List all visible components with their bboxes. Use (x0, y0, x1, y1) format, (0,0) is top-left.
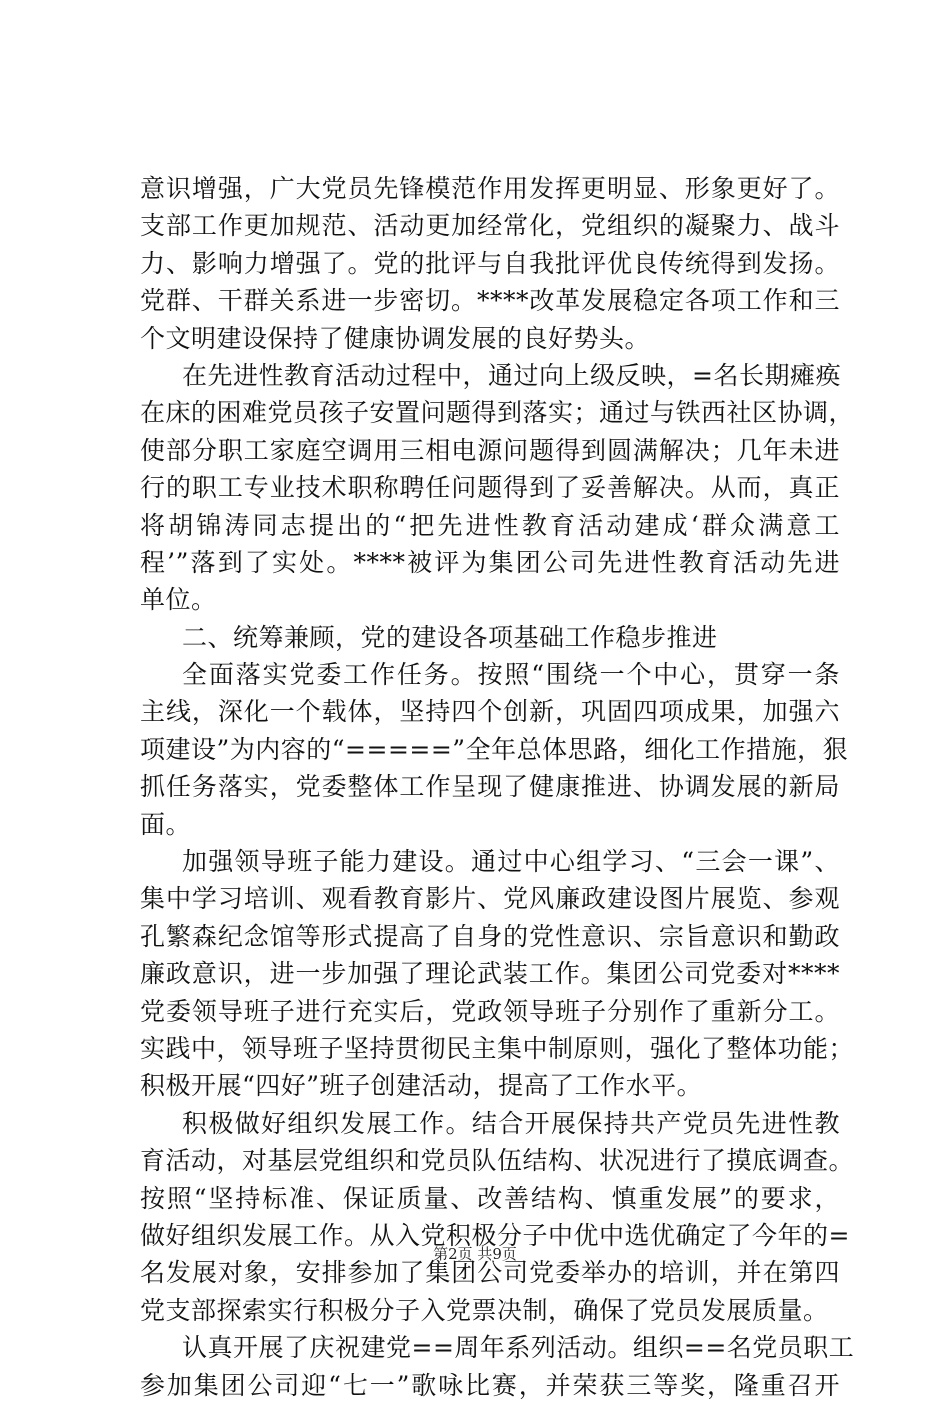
text-line: 意识增强，广大党员先锋模范作用发挥更明显、形象更好了。 (140, 174, 840, 203)
text-line: 认真开展了庆祝建党==周年系列活动。组织==名党员职工 (182, 1333, 855, 1363)
text-line: 育活动，对基层党组织和党员队伍结构、状况进行了摸底调查。 (140, 1146, 855, 1176)
text-line: 抓任务落实，党委整体工作呈现了健康推进、协调发展的新局 (140, 772, 840, 802)
text-line: 个文明建设保持了健康协调发展的良好势头。 (140, 323, 651, 353)
text-line: 程’”落到了实处。****被评为集团公司先进性教育活动先进 (140, 547, 840, 577)
text-line: 廉政意识，进一步加强了理论武装工作。集团公司党委对**** (140, 959, 840, 989)
text-line: 党群、干群关系进一步密切。****改革发展稳定各项工作和三 (140, 286, 840, 316)
text-line: 项建设”为内容的“=====”全年总体思路，细化工作措施，狠 (140, 734, 849, 764)
text-line: 面。 (140, 809, 192, 839)
text-line: 党委领导班子进行充实后，党政领导班子分别作了重新分工。 (140, 996, 840, 1026)
text-line: 集中学习培训、观看教育影片、党风廉政建设图片展览、参观 (140, 884, 840, 914)
text-line: 单位。 (140, 585, 217, 615)
text-line: 孔繁森纪念馆等形式提高了自身的党性意识、宗旨意识和勤政 (140, 921, 840, 951)
text-line: 主线，深化一个载体，坚持四个创新，巩固四项成果，加强六 (140, 697, 840, 727)
text-line: 参加集团公司迎“七一”歌咏比赛，并荣获三等奖，隆重召开 (140, 1370, 840, 1400)
text-line: 积极做好组织发展工作。结合开展保持共产党员先进性教 (182, 1108, 840, 1138)
text-line: 党支部探索实行积极分子入党票决制，确保了党员发展质量。 (140, 1295, 829, 1325)
text-line: 在先进性教育活动过程中，通过向上级反映，=名长期瘫痪 (182, 360, 841, 390)
text-line: 全面落实党委工作任务。按照“围绕一个中心，贯穿一条 (182, 660, 840, 690)
text-line: 按照“坚持标准、保证质量、改善结构、慎重发展”的要求， (140, 1183, 840, 1213)
text-line: 力、影响力增强了。党的批评与自我批评优良传统得到发扬。 (140, 248, 840, 278)
text-line: 行的职工专业技术职称聘任问题得到了妥善解决。从而，真正 (140, 473, 840, 503)
text-line: 实践中，领导班子坚持贯彻民主集中制原则，强化了整体功能； (140, 1033, 855, 1063)
text-line: 在床的困难党员孩子安置问题得到落实；通过与铁西社区协调， (140, 398, 855, 428)
document-body (140, 170, 855, 1404)
page-footer: 第2页 共9页 (433, 1245, 517, 1263)
text-line: 加强领导班子能力建设。通过中心组学习、“三会一课”、 (182, 847, 840, 877)
text-line: 将胡锦涛同志提出的“把先进性教育活动建成‘群众满意工 (140, 510, 840, 540)
text-line: 支部工作更加规范、活动更加经常化，党组织的凝聚力、战斗 (140, 211, 840, 241)
text-line: 积极开展“四好”班子创建活动，提高了工作水平。 (140, 1071, 703, 1101)
text-line: 做好组织发展工作。从入党积极分子中优中选优确定了今年的= (140, 1220, 850, 1250)
text-line: 二、统筹兼顾，党的建设各项基础工作稳步推进 (182, 622, 718, 652)
text-line: 名发展对象，安排参加了集团公司党委举办的培训，并在第四 (140, 1258, 840, 1288)
text-line: 使部分职工家庭空调用三相电源问题得到圆满解决；几年未进 (140, 435, 840, 465)
